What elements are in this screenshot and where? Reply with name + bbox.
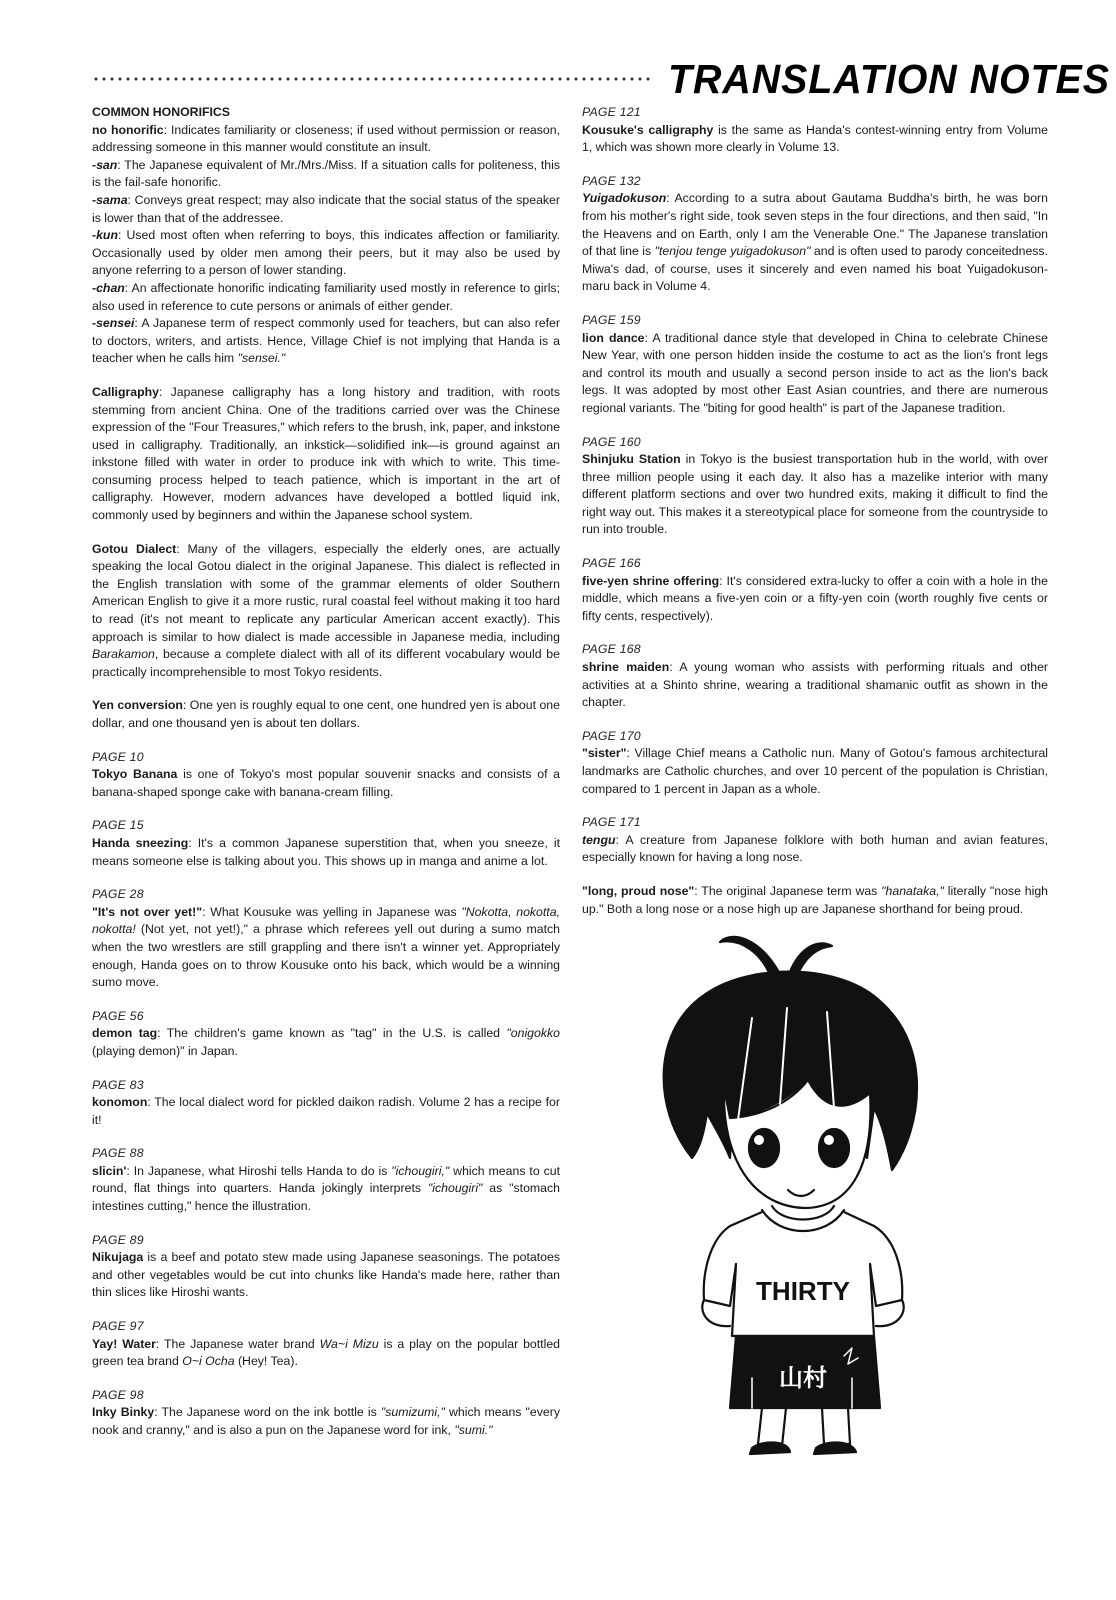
shirt-text: THIRTY	[756, 1276, 850, 1306]
dotted-rule	[92, 74, 652, 84]
honorific-item: -chan: An affectionate honorific indicating familiarity used mostly in reference to girls; also used in reference to cute persons or animals of either gender.	[92, 280, 560, 313]
note-page-56: PAGE 56 demon tag: The children's game known as "tag" in the U.S. is called "onigokko (playing demon)" in Japan.	[92, 1008, 560, 1058]
page-title: TRANSLATION NOTES	[668, 56, 1110, 102]
note-page-121: PAGE 121 Kousuke's calligraphy is the same as Handa's contest-winning entry from Volume 1, which was shown more clearly in Volume 13.	[582, 105, 1048, 155]
honorific-item: -kun: Used most often when referring to boys, this indicates affection or familiarity. Occasionally used by older men among their peers, but it may also be used by anyone referring to a person of lower standing.	[92, 228, 560, 278]
note-page-89: PAGE 89 Nikujaga is a beef and potato stew made using Japanese seasonings. The potatoes and other vegetables would be cut into chunks like Handa's made here, rather than thin slices like Hiroshi wants.	[92, 1232, 560, 1300]
note-page-97: PAGE 97 Yay! Water: The Japanese water brand Wa~i Mizu is a play on the popular bottled green tea brand O~i Ocha (Hey! Tea).	[92, 1319, 561, 1369]
honorific-item: -san: The Japanese equivalent of Mr./Mrs./Miss. If a situation calls for politeness, this is the fail-safe honorific.	[92, 157, 560, 190]
honorifics-section	[92, 104, 560, 368]
note-page-10: PAGE 10 Tokyo Banana is one of Tokyo's most popular souvenir snacks and consists of a banana-shaped sponge cake with banana-cream filling.	[92, 749, 561, 799]
note-page-98: PAGE 98 Inky Binky: The Japanese word on the ink bottle is "sumizumi," which means "every nook and cranny," and is also a pun on the Japanese word for ink, "sumi."	[92, 1387, 560, 1437]
note-long-proud-nose: "long, proud nose": The original Japanese term was "hanataka," literally "nose high up." Both a long nose or a nose high up are Japanese shorthand for being proud.	[582, 883, 1049, 916]
honorifics-heading: COMMON HONORIFICS	[92, 105, 230, 119]
honorific-item: -sensei: A Japanese term of respect commonly used for teachers, but can also refer to doctors, writers, and artists. Hence, Village Chief is not implying that Handa is a teacher when he calls him "sensei."	[92, 316, 560, 366]
note-page-171: PAGE 171 tengu: A creature from Japanese folklore with both human and avian features, especially known for having a long nose.	[582, 815, 1048, 865]
note-page-159: PAGE 159 lion dance: A traditional dance style that developed in China to celebrate Chinese New Year, with one person hidden inside the costume to act as the lion's front legs and control its mouth and usually a second person inside to act as the lion's back legs. It was adopted by most other East Asian countries, and there are numerous regional variants. The "biting for good health" is part of the Japanese tradition.	[582, 312, 1049, 415]
note-page-170: PAGE 170 "sister": Village Chief means a Catholic nun. Many of Gotou's famous architectural landmarks are Catholic churches, and over 10 percent of the population is Christian, compared to 1 percent in Japan as a whole.	[582, 728, 1048, 796]
note-page-160: PAGE 160 Shinjuku Station in Tokyo is the busiest transportation hub in the world, with over three million people using it each day. It also has a mazelike interior with many different platform sections and over two hundred exits, making it difficult to find the right way out. This makes it a stereotypical place for someone from the countryside to run into trouble.	[582, 434, 1048, 537]
honorific-item: no honorific: Indicates familiarity or closeness; if used without permission or reason, addressing someone in this manner would constitute an insult.	[92, 122, 560, 155]
note-yen-conversion: Yen conversion: One yen is roughly equal to one cent, one hundred yen is about one dollar, and one thousand yen is about ten dollars.	[92, 698, 560, 730]
chibi-character-illustration	[612, 908, 982, 1468]
note-gotou-dialect: Gotou Dialect: Many of the villagers, especially the elderly ones, are actually speaking the local Gotou dialect in the original Japanese. This dialect is reflected in the English translation with some of the grammar elements of older Southern American English to give it a more rustic, rural coastal feel without making it too hard to read (it's not meant to replicate any particular American accent exactly). This approach is similar to how dialect is made accessible in Japanese media, including Barakamon, because a complete dialect with all of its different vocabulary would be practically incomprehensible to most Tokyo residents.	[92, 541, 561, 679]
left-column	[92, 104, 560, 1456]
note-page-166: PAGE 166 five-yen shrine offering: It's considered extra-lucky to offer a coin with a hole in the middle, which means a five-yen coin or a fifty-yen coin (worth roughly five cents or fifty cents, respectively).	[582, 556, 1048, 623]
note-page-28: PAGE 28 "It's not over yet!": What Kousuke was yelling in Japanese was "Nokotta, nokotta, nokotta! (Not yet, not yet!)," a phrase which referees yell out during a sumo match when the two wrestlers are still grappling and there isn't a winner yet. Appropriately enough, Handa goes on to throw Kousuke onto his back, which would be a winning sumo move.	[92, 887, 560, 990]
apron-kanji: 山村	[779, 1364, 827, 1392]
note-page-168: PAGE 168 shrine maiden: A young woman who assists with performing rituals and other activities at a Shinto shrine, wearing a traditional shamanic outfit as shown in the chapter.	[582, 642, 1049, 710]
note-page-88: PAGE 88 slicin': In Japanese, what Hiroshi tells Handa to do is "ichougiri," which means to cut round, flat things into quarters. Handa jokingly interprets "ichougiri" as "stomach intestines cutting," hence the illustration.	[92, 1146, 560, 1214]
right-column	[582, 104, 1048, 934]
note-page-83: PAGE 83 konomon: The local dialect word for pickled daikon radish. Volume 2 has a recipe for it!	[92, 1077, 560, 1127]
note-page-15: PAGE 15 Handa sneezing: It's a common Japanese superstition that, when you sneeze, it means someone else is talking about you. This shows up in manga and anime a lot.	[92, 818, 560, 868]
honorific-item: -sama: Conveys great respect; may also indicate that the social status of the speaker is lower than that of the addressee.	[92, 192, 560, 225]
note-page-132: PAGE 132 Yuigadokuson: According to a sutra about Gautama Buddha's birth, he was born from his mother's right side, took seven steps in the four directions, and then said, "In the Heavens and on Earth, only I am the Venerable One." The Japanese translation of that line is "tenjou tenge yuigadokuson" and is often used to parody conceitedness. Miwa's dad, of course, uses it sincerely and even named his boat Yuigadokuson-maru back in Volume 4.	[582, 173, 1048, 294]
note-calligraphy: Calligraphy: Japanese calligraphy has a long history and tradition, with roots stemming from ancient China. One of the traditions carried over was the Chinese expression of the "Four Treasures," which refers to the brush, ink, paper, and inkstone used in calligraphy. Traditionally, an inkstick—solidified ink—is ground against an inkstone filled with water in order to produce ink with which to write. This time-consuming process helped to teach patience, which is important in the art of calligraphy. However, modern advances have developed a bottled liquid ink, commonly used by beginners and within the Japanese school system.	[92, 384, 560, 523]
